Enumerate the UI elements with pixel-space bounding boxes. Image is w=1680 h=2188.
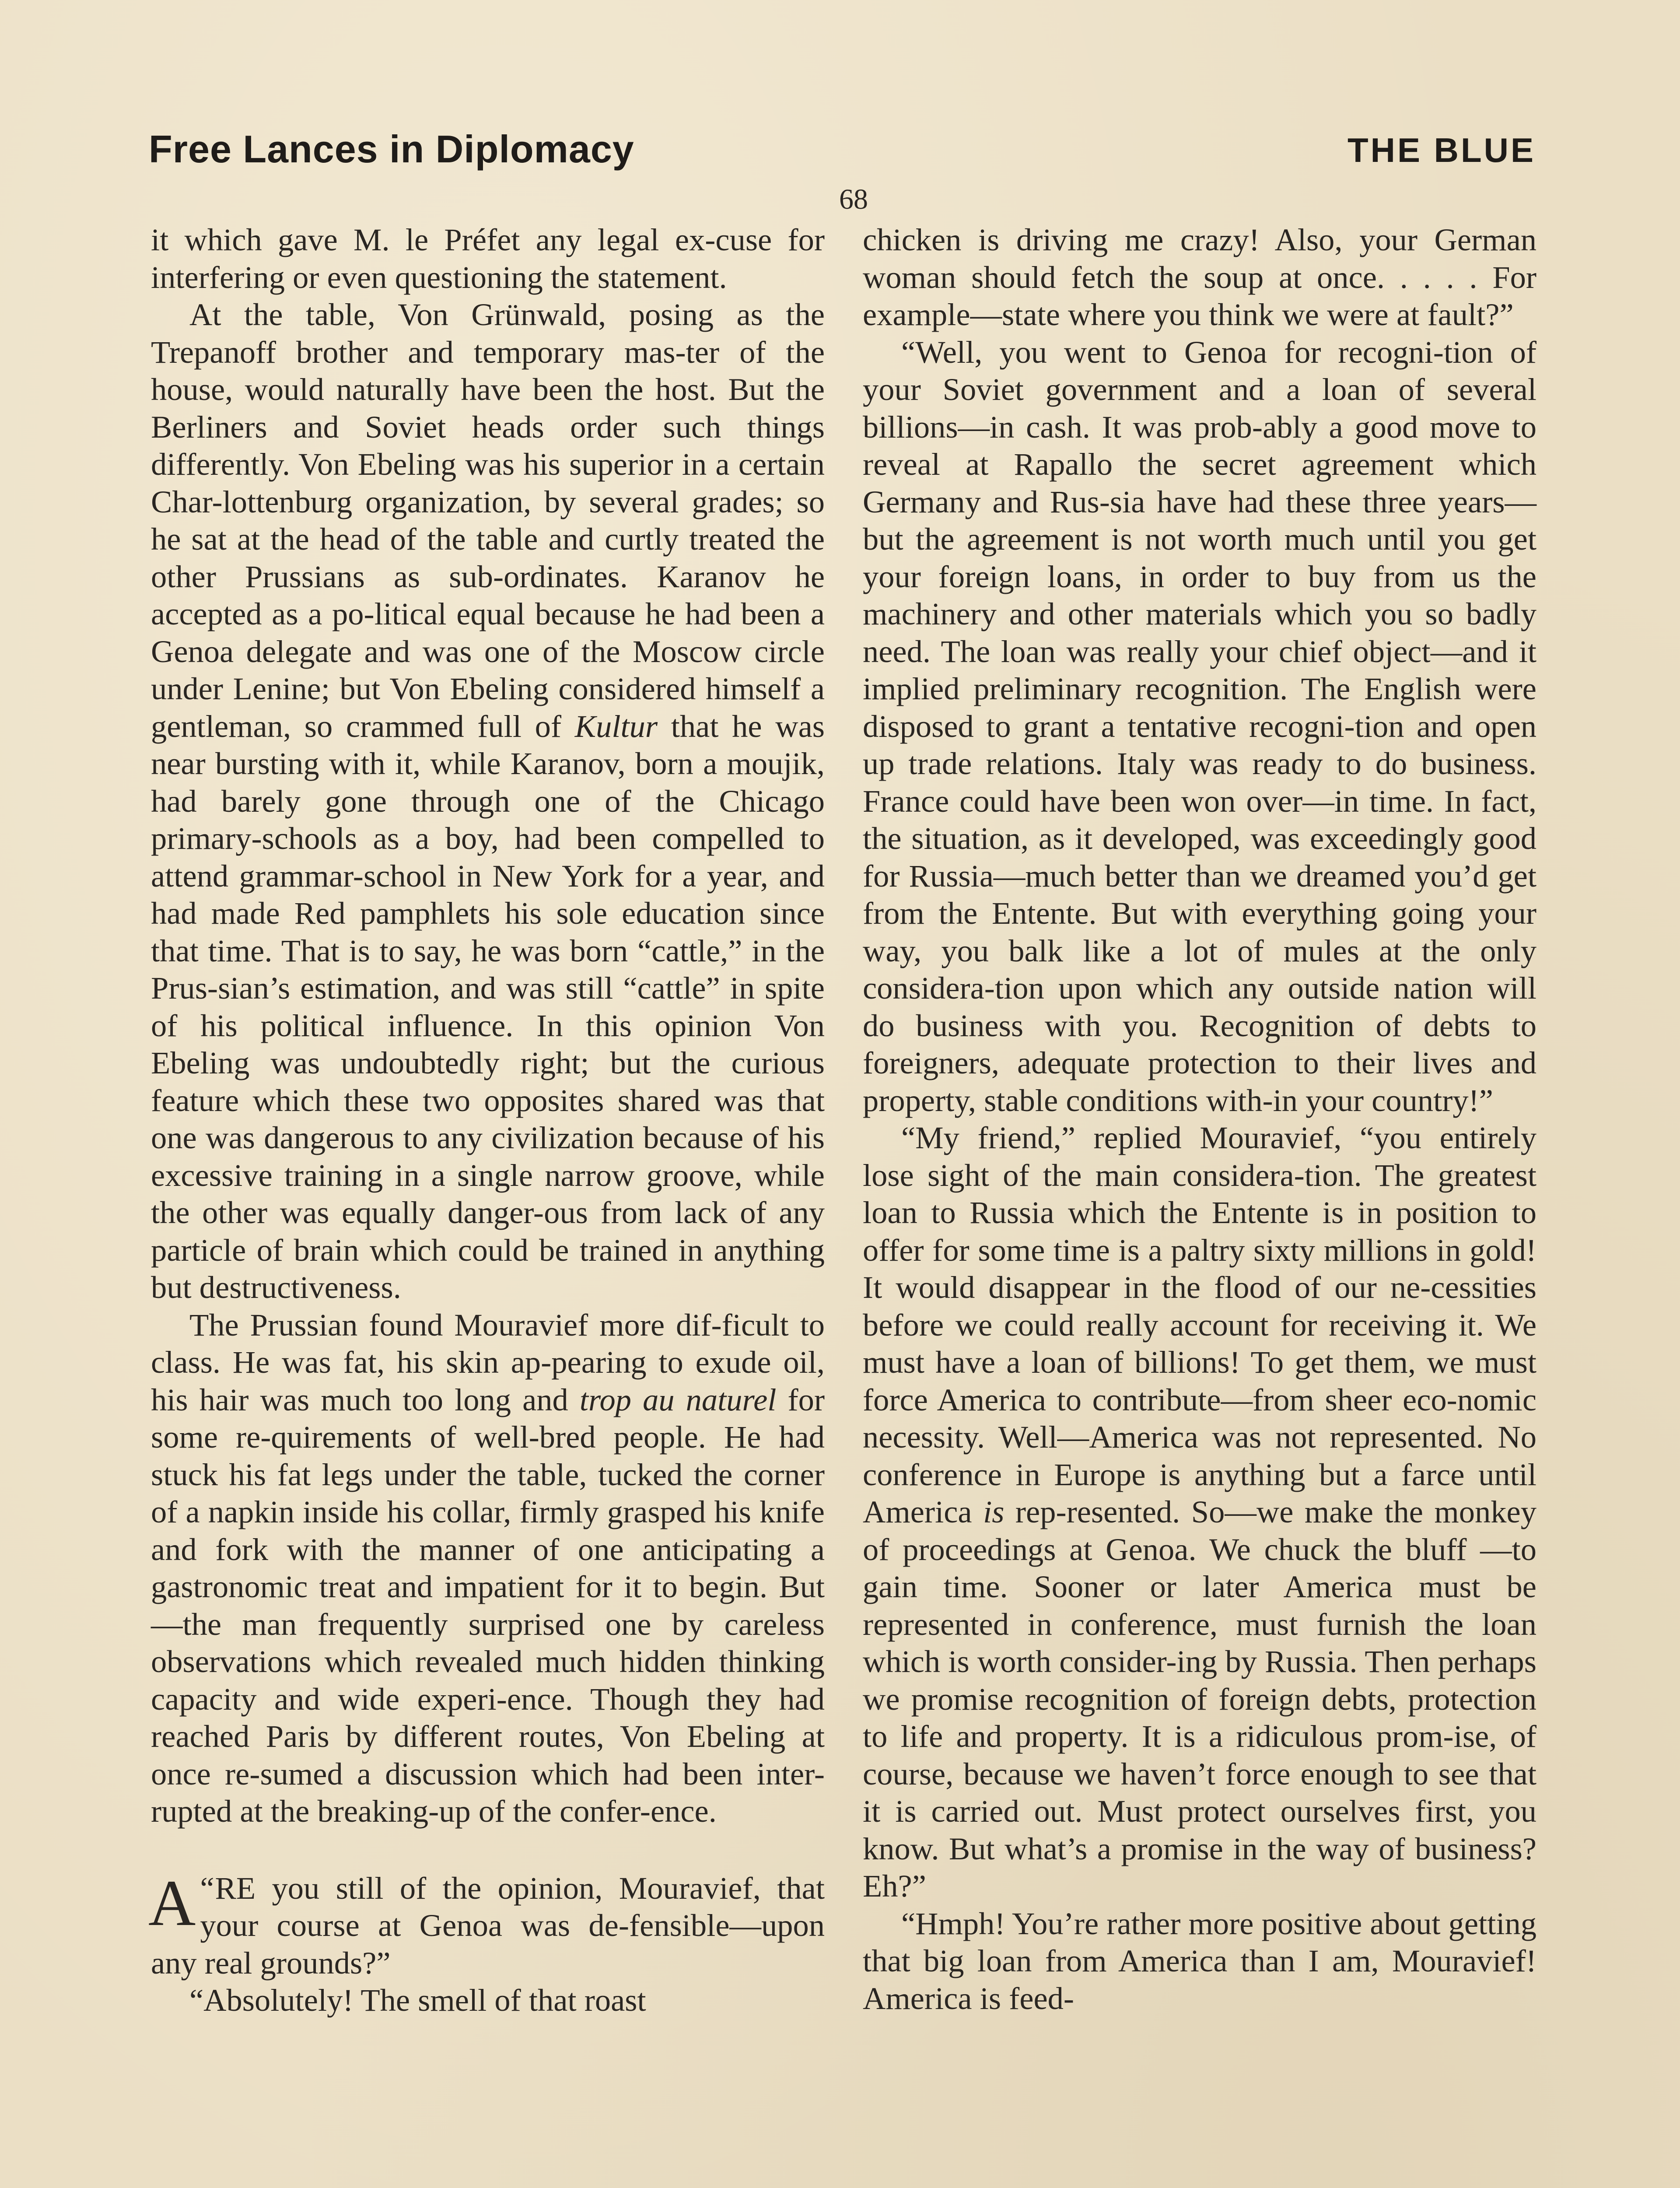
right-text-column — [863, 221, 1536, 2017]
paragraph — [151, 221, 825, 296]
dropcap-paragraph — [148, 1866, 825, 1982]
running-title: Free Lances in Diplomacy — [149, 127, 634, 171]
paragraph-text: rep-resented. So—we make the monkey of proceedings at Genoa. We chuck the bluff —to gain time. Sooner or later America must be represented in conference, must furnish the loan which is worth consider-ing by Russia. Then perhaps we promise recognition of foreign debts, protection to life and property. It is a ridiculous prom-ise, of course, because we haven’t force enough to see that it is carried out. Must protect ourselves first, you know. But what’s a promise in the way of business? Eh?” — [863, 1494, 1536, 1904]
drop-cap: A — [148, 1866, 196, 1939]
paragraph-text: RE you still of the opinion, Mouravief, that your course at Genoa was de-fensible—upon any real grounds?” — [151, 1870, 825, 1981]
opening-quote: “ — [200, 1870, 214, 1906]
paragraph-text: it which gave M. le Préfet any legal ex-cuse for interfering or even questioning the statement. — [151, 222, 825, 295]
paragraph-text: The Prussian found Mouravief more dif-ficult to class. He was fat, his skin ap-pearing to exude oil, his hair was much too long and — [151, 1307, 825, 1417]
paragraph — [151, 1981, 825, 2019]
magazine-name: THE BLUE — [1348, 131, 1536, 169]
italic-word: is — [983, 1494, 1004, 1529]
paragraph-text: “My friend,” replied Mouravief, “you entirely lose sight of the main considera-tion. The greatest loan to Russia which the Entente is in position to offer for some time is a paltry sixty millions in gold! It would disappear in the flood of our ne-cessities before we could really account for receiving it. We must have a loan of billions! To get them, we must force America to contribute—from sheer eco-nomic necessity. Well—America was not represented. No conference in Europe is anything but a farce until America — [863, 1120, 1536, 1529]
paragraph — [151, 1306, 825, 1830]
paragraph-text: that he was near bursting with it, while Karanov, born a moujik, had barely gone through one of the Chicago primary-schools as a boy, had been compelled to attend grammar-school in New York for a year, and had made Red pamphlets his sole education since that time. That is to say, he was born “cattle,” in the Prus-sian’s estimation, and was still “cattle” in spite of his political influence. In this opinion Von Ebeling was undoubtedly right; but the curious feature which these two opposites shared was that one was dangerous to any civilization because of his excessive training in a single narrow groove, while the other was equally danger-ous from lack of any particle of brain which could be trained in anything but destructiveness. — [151, 708, 825, 1305]
paragraph-text: “Well, you went to Genoa for recogni-tion of your Soviet government and a loan of several billions—in cash. It was prob-ably a good move to reveal at Rapallo the secret agreement which Germany and Rus-sia have had these three years—but the agreement is not worth much until you get your foreign loans, in order to buy from us the machinery and other materials which you so badly need. The loan was really your chief object—and it implied preliminary recognition. The English were disposed to grant a tentative recogni-tion and open up trade relations. Italy was ready to do business. France could have been won over—in time. In fact, the situation, as it developed, was exceedingly good for Russia—much better than we dreamed you’d get from the Entente. But with everything going your way, you balk like a lot of mules at the only considera-tion upon which any outside nation will do business with you. Recognition of debts to foreigners, adequate protection to their lives and property, stable conditions with-in your country!” — [863, 334, 1536, 1118]
left-text-column — [148, 221, 825, 2019]
paragraph-text: for some re-quirements of well-bred people. He had stuck his fat legs under the table, tucked the corner of a napkin inside his collar, firmly grasped his knife and fork with the manner of one anticipating a gastronomic treat and impatient for it to begin. But —the man frequently surprised one by careless observations which revealed much hidden thinking capacity and wide experi-ence. Though they had reached Paris by different routes, Von Ebeling at once re-sumed a discussion which had been inter-rupted at the breaking-up of the confer-ence. — [151, 1382, 825, 1829]
paragraph-text: chicken is driving me crazy! Also, your German woman should fetch the soup at once. . . . . For example—state where you think we were at fault?” — [863, 222, 1536, 332]
italic-phrase: trop au naturel — [579, 1382, 777, 1417]
paragraph — [151, 296, 825, 1306]
page-number: 68 — [839, 183, 868, 215]
paragraph — [863, 221, 1536, 333]
paragraph-text: “Hmph! You’re rather more positive about getting that big loan from America than I am, Mouravief! America is feed- — [863, 1905, 1536, 2016]
paragraph — [863, 1905, 1536, 2017]
paragraph-text: “Absolutely! The smell of that roast — [189, 1982, 646, 2018]
paragraph — [863, 333, 1536, 1119]
italic-word: Kultur — [574, 708, 658, 744]
paragraph-text: At the table, Von Grünwald, posing as the Trepanoff brother and temporary mas-ter of the house, would naturally have been the host. But the Berliners and Soviet heads order such things differently. Von Ebeling was his superior in a certain Char-lottenburg organization, by several grades; so he sat at the head of the table and curtly treated the other Prussians as sub-ordinates. Karanov he accepted as a po-litical equal because he had been a Genoa delegate and was one of the Moscow circle under Lenine; but Von Ebeling considered himself a gentleman, so crammed full of — [151, 297, 825, 744]
paragraph — [863, 1119, 1536, 1905]
